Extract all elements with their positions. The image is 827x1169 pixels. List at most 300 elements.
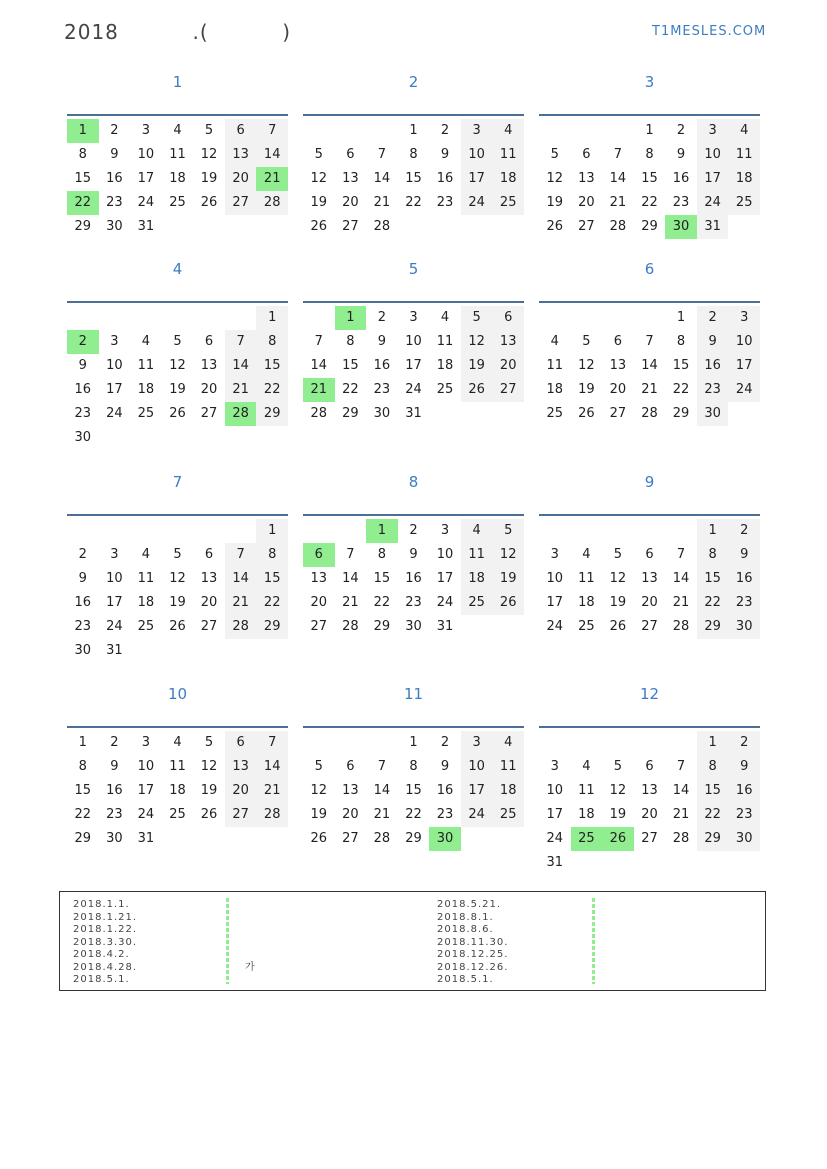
day-cell: 4 xyxy=(492,119,524,143)
week-row xyxy=(539,354,760,378)
day-cell: 18 xyxy=(169,783,186,798)
week-row xyxy=(303,167,524,191)
day-cell: 20 xyxy=(225,779,257,803)
day-cell: 6 xyxy=(645,547,654,562)
week-row xyxy=(67,402,288,426)
holiday-date: 2018.5.21. xyxy=(437,899,502,910)
week-row xyxy=(539,779,760,803)
day-cell: 23 xyxy=(436,195,454,210)
day-cell: 28 xyxy=(609,219,627,234)
week-row xyxy=(303,306,524,330)
month-title: 7 xyxy=(172,473,183,491)
day-cell: 16 xyxy=(728,567,760,591)
day-cell: 15 xyxy=(697,567,729,591)
holiday-names-left xyxy=(245,899,256,987)
month-block xyxy=(539,473,760,673)
day-cell: 15 xyxy=(672,358,690,373)
day-cell: 22 xyxy=(405,195,422,210)
day-cell: 25 xyxy=(169,807,186,822)
holiday-name xyxy=(245,937,256,950)
day-cell: 4 xyxy=(173,123,182,138)
month-divider xyxy=(67,514,288,516)
day-cell: 16 xyxy=(436,783,454,798)
day-cell: 29 xyxy=(74,831,92,846)
empty-day-cell xyxy=(665,851,697,875)
day-cell: 1 xyxy=(676,310,686,325)
day-cell: 8 xyxy=(377,547,387,562)
day-cell: 12 xyxy=(310,171,328,186)
day-cell: 12 xyxy=(200,147,218,162)
day-cell: 11 xyxy=(492,143,524,167)
empty-day-cell xyxy=(162,827,194,851)
day-cell: 27 xyxy=(310,619,328,634)
month-title: 6 xyxy=(644,260,655,278)
day-cell: 5 xyxy=(204,735,214,750)
day-cell: 27 xyxy=(609,406,627,421)
day-cell: 10 xyxy=(137,147,155,162)
day-cell: 25 xyxy=(492,191,524,215)
day-cell: 14 xyxy=(641,358,658,373)
week-row xyxy=(67,378,288,402)
empty-day-cell xyxy=(162,426,194,450)
empty-day-cell xyxy=(256,827,288,851)
day-cell: 17 xyxy=(546,807,564,822)
day-cell: 26 xyxy=(461,378,493,402)
empty-day-cell xyxy=(225,639,257,663)
empty-day-cell xyxy=(335,119,367,143)
day-cell: 11 xyxy=(728,143,760,167)
day-cell: 25 xyxy=(169,195,186,210)
month-title: 11 xyxy=(403,685,424,703)
month-block xyxy=(67,73,288,273)
week-row xyxy=(539,591,760,615)
day-cell: 30 xyxy=(728,827,760,851)
week-row xyxy=(539,567,760,591)
day-cell: 12 xyxy=(578,358,595,373)
day-cell: 24 xyxy=(137,195,155,210)
week-row xyxy=(539,615,760,639)
empty-day-cell xyxy=(492,615,524,639)
day-cell: 25 xyxy=(461,591,493,615)
holiday-list xyxy=(59,891,766,991)
day-cell: 27 xyxy=(200,619,218,634)
empty-day-cell xyxy=(429,215,461,239)
month-block xyxy=(67,685,288,885)
holiday-date: 2018.12.26. xyxy=(437,961,509,973)
day-cell: 14 xyxy=(672,571,690,586)
day-cell: 20 xyxy=(609,382,627,397)
day-cell: 2 xyxy=(110,735,119,750)
week-row xyxy=(539,519,760,543)
month-divider xyxy=(303,301,524,303)
empty-day-cell xyxy=(130,426,162,450)
day-cell: 1 xyxy=(645,123,654,138)
day-cell: 20 xyxy=(310,595,328,610)
day-cell: 6 xyxy=(492,306,524,330)
week-row xyxy=(67,591,288,615)
day-cell: 4 xyxy=(461,519,493,543)
week-row xyxy=(539,119,760,143)
week-row xyxy=(67,755,288,779)
day-cell: 18 xyxy=(137,382,155,397)
day-cell: 9 xyxy=(78,571,87,586)
day-cell: 6 xyxy=(613,334,623,349)
day-cell: 12 xyxy=(169,358,186,373)
day-cell: 15 xyxy=(342,358,359,373)
month-block xyxy=(67,473,288,673)
day-cell: 10 xyxy=(137,759,155,774)
day-cell: 27 xyxy=(225,803,257,827)
holiday-date: 2018.3.30. xyxy=(73,936,138,948)
empty-day-cell xyxy=(492,827,524,851)
day-cell: 10 xyxy=(106,358,123,373)
page-title: 2018 .( ) xyxy=(64,20,292,44)
day-cell: 4 xyxy=(141,547,151,562)
day-cell: 19 xyxy=(310,807,328,822)
day-cell: 2 xyxy=(67,330,99,354)
day-cell: 16 xyxy=(74,595,92,610)
week-row xyxy=(539,827,760,851)
holiday-name xyxy=(245,974,256,987)
day-cell: 21 xyxy=(303,378,335,402)
day-cell: 7 xyxy=(225,330,257,354)
day-cell: 7 xyxy=(256,731,288,755)
week-row xyxy=(539,378,760,402)
empty-day-cell xyxy=(130,519,162,543)
week-row xyxy=(539,143,760,167)
day-cell: 16 xyxy=(405,571,422,586)
day-cell: 17 xyxy=(405,358,422,373)
day-cell: 10 xyxy=(405,334,422,349)
day-cell: 24 xyxy=(106,406,123,421)
day-cell: 16 xyxy=(672,171,690,186)
day-cell: 8 xyxy=(78,147,87,162)
week-row xyxy=(67,426,288,450)
empty-day-cell xyxy=(303,119,335,143)
day-cell: 12 xyxy=(546,171,564,186)
day-cell: 24 xyxy=(697,191,729,215)
day-cell: 2 xyxy=(409,523,418,538)
day-cell: 15 xyxy=(405,783,422,798)
day-cell: 21 xyxy=(672,807,690,822)
day-cell: 26 xyxy=(492,591,524,615)
day-cell: 29 xyxy=(405,831,422,846)
day-cell: 8 xyxy=(256,330,288,354)
day-cell: 11 xyxy=(461,543,493,567)
week-row xyxy=(303,567,524,591)
day-cell: 8 xyxy=(256,543,288,567)
day-cell: 15 xyxy=(74,171,92,186)
day-cell: 27 xyxy=(578,219,595,234)
month-divider xyxy=(67,726,288,728)
week-row xyxy=(67,731,288,755)
week-row xyxy=(539,167,760,191)
empty-day-cell xyxy=(67,306,99,330)
day-cell: 26 xyxy=(169,619,186,634)
day-cell: 14 xyxy=(672,783,690,798)
empty-day-cell xyxy=(539,306,571,330)
day-cell: 11 xyxy=(578,571,595,586)
month-divider xyxy=(539,514,760,516)
day-cell: 4 xyxy=(173,735,182,750)
day-cell: 5 xyxy=(492,519,524,543)
day-cell: 5 xyxy=(550,147,559,162)
day-cell: 7 xyxy=(314,334,323,349)
day-cell: 6 xyxy=(225,731,257,755)
day-cell: 9 xyxy=(440,759,450,774)
day-cell: 2 xyxy=(728,731,760,755)
week-row xyxy=(539,543,760,567)
day-cell: 5 xyxy=(173,547,182,562)
day-cell: 23 xyxy=(106,807,123,822)
day-cell: 30 xyxy=(665,215,697,239)
day-cell: 14 xyxy=(256,755,288,779)
day-cell: 11 xyxy=(169,759,186,774)
day-cell: 3 xyxy=(110,547,119,562)
month-block xyxy=(303,260,524,460)
day-cell: 11 xyxy=(169,147,186,162)
day-cell: 5 xyxy=(314,147,323,162)
day-cell: 16 xyxy=(697,354,729,378)
week-row xyxy=(67,779,288,803)
day-cell: 10 xyxy=(546,571,564,586)
week-row xyxy=(67,803,288,827)
week-row xyxy=(539,851,760,875)
day-cell: 29 xyxy=(672,406,690,421)
empty-day-cell xyxy=(571,306,603,330)
week-row xyxy=(303,330,524,354)
day-cell: 1 xyxy=(335,306,367,330)
day-cell: 21 xyxy=(609,195,627,210)
week-row xyxy=(67,827,288,851)
empty-day-cell xyxy=(602,519,634,543)
week-row xyxy=(303,519,524,543)
day-cell: 3 xyxy=(728,306,760,330)
day-cell: 22 xyxy=(641,195,658,210)
day-cell: 22 xyxy=(67,191,99,215)
empty-day-cell xyxy=(728,402,760,426)
day-cell: 27 xyxy=(641,831,658,846)
day-cell: 9 xyxy=(110,147,119,162)
day-cell: 26 xyxy=(546,219,564,234)
empty-day-cell xyxy=(634,851,666,875)
day-cell: 23 xyxy=(74,619,92,634)
day-cell: 4 xyxy=(141,334,151,349)
day-cell: 10 xyxy=(106,571,123,586)
empty-day-cell xyxy=(539,731,571,755)
holiday-date: 2018.5.1. xyxy=(73,974,130,985)
day-cell: 10 xyxy=(461,143,493,167)
day-cell: 10 xyxy=(436,547,454,562)
empty-day-cell xyxy=(539,519,571,543)
day-cell: 21 xyxy=(641,382,658,397)
day-cell: 29 xyxy=(641,219,658,234)
day-cell: 28 xyxy=(256,191,288,215)
day-cell: 21 xyxy=(256,779,288,803)
empty-day-cell xyxy=(335,731,367,755)
day-cell: 6 xyxy=(346,147,355,162)
day-cell: 17 xyxy=(461,167,493,191)
day-cell: 7 xyxy=(377,147,387,162)
day-cell: 6 xyxy=(204,334,214,349)
holiday-date: 2018.1.1. xyxy=(73,899,130,910)
day-cell: 2 xyxy=(676,123,686,138)
holiday-name xyxy=(245,949,256,962)
day-cell: 2 xyxy=(78,547,87,562)
day-cell: 21 xyxy=(225,378,257,402)
day-cell: 19 xyxy=(200,783,218,798)
month-divider xyxy=(539,726,760,728)
day-cell: 18 xyxy=(546,382,564,397)
empty-day-cell xyxy=(571,731,603,755)
day-cell: 24 xyxy=(728,378,760,402)
holiday-date: 2018.4.2. xyxy=(73,949,130,960)
empty-day-cell xyxy=(728,851,760,875)
week-row xyxy=(303,143,524,167)
day-cell: 16 xyxy=(106,171,123,186)
empty-day-cell xyxy=(571,519,603,543)
day-cell: 25 xyxy=(436,382,454,397)
empty-day-cell xyxy=(602,851,634,875)
empty-day-cell xyxy=(193,639,225,663)
week-row xyxy=(67,306,288,330)
holiday-date: 2018.8.1. xyxy=(437,911,494,923)
week-row xyxy=(67,615,288,639)
day-cell: 16 xyxy=(373,358,391,373)
day-cell: 1 xyxy=(697,519,729,543)
day-cell: 8 xyxy=(676,334,686,349)
day-cell: 14 xyxy=(256,143,288,167)
day-cell: 24 xyxy=(546,831,564,846)
day-cell: 22 xyxy=(342,382,359,397)
day-cell: 17 xyxy=(137,783,155,798)
week-row xyxy=(303,354,524,378)
day-cell: 3 xyxy=(110,334,119,349)
day-cell: 6 xyxy=(303,543,335,567)
day-cell: 28 xyxy=(310,406,328,421)
day-cell: 18 xyxy=(728,167,760,191)
day-cell: 18 xyxy=(578,595,595,610)
day-cell: 11 xyxy=(492,755,524,779)
day-cell: 21 xyxy=(256,167,288,191)
day-cell: 3 xyxy=(550,547,559,562)
holiday-divider-left xyxy=(226,898,229,984)
day-cell: 6 xyxy=(204,547,214,562)
day-cell: 20 xyxy=(641,807,658,822)
day-cell: 7 xyxy=(645,334,654,349)
day-cell: 11 xyxy=(578,783,595,798)
week-row xyxy=(67,119,288,143)
day-cell: 13 xyxy=(609,358,627,373)
empty-day-cell xyxy=(571,119,603,143)
empty-day-cell xyxy=(193,827,225,851)
day-cell: 17 xyxy=(461,779,493,803)
holiday-date: 2018.12.25. xyxy=(437,949,509,960)
day-cell: 13 xyxy=(200,358,218,373)
week-row xyxy=(67,543,288,567)
day-cell: 3 xyxy=(461,119,493,143)
day-cell: 26 xyxy=(609,619,627,634)
day-cell: 1 xyxy=(256,519,288,543)
day-cell: 13 xyxy=(200,571,218,586)
day-cell: 15 xyxy=(641,171,658,186)
day-cell: 24 xyxy=(461,803,493,827)
day-cell: 21 xyxy=(225,591,257,615)
day-cell: 26 xyxy=(310,831,328,846)
month-divider xyxy=(67,114,288,116)
day-cell: 22 xyxy=(697,591,729,615)
day-cell: 29 xyxy=(697,827,729,851)
empty-day-cell xyxy=(225,426,257,450)
empty-day-cell xyxy=(335,519,367,543)
empty-day-cell xyxy=(303,306,335,330)
day-cell: 24 xyxy=(405,382,422,397)
day-cell: 19 xyxy=(609,807,627,822)
empty-day-cell xyxy=(162,639,194,663)
day-cell: 26 xyxy=(169,406,186,421)
day-cell: 3 xyxy=(141,735,151,750)
day-cell: 7 xyxy=(676,759,686,774)
holiday-name xyxy=(245,899,256,912)
day-cell: 11 xyxy=(137,571,155,586)
day-cell: 23 xyxy=(728,591,760,615)
day-cell: 23 xyxy=(436,807,454,822)
day-cell: 17 xyxy=(137,171,155,186)
day-cell: 5 xyxy=(613,547,623,562)
empty-day-cell xyxy=(461,402,493,426)
day-cell: 15 xyxy=(697,779,729,803)
day-cell: 5 xyxy=(173,334,182,349)
empty-day-cell xyxy=(366,731,398,755)
empty-day-cell xyxy=(193,215,225,239)
day-cell: 26 xyxy=(602,827,634,851)
day-cell: 7 xyxy=(613,147,623,162)
site-logo[interactable]: T1MESLES.COM xyxy=(652,24,767,39)
day-cell: 12 xyxy=(492,543,524,567)
month-title: 5 xyxy=(408,260,419,278)
day-cell: 26 xyxy=(310,219,328,234)
day-cell: 3 xyxy=(440,523,450,538)
empty-day-cell xyxy=(602,306,634,330)
day-cell: 23 xyxy=(405,595,422,610)
day-cell: 16 xyxy=(74,382,92,397)
day-cell: 21 xyxy=(373,807,391,822)
day-cell: 29 xyxy=(256,615,288,639)
day-cell: 30 xyxy=(106,219,123,234)
empty-day-cell xyxy=(461,215,493,239)
empty-day-cell xyxy=(665,519,697,543)
day-cell: 4 xyxy=(582,759,591,774)
day-cell: 24 xyxy=(106,619,123,634)
day-cell: 11 xyxy=(137,358,155,373)
day-cell: 29 xyxy=(373,619,391,634)
day-cell: 25 xyxy=(728,191,760,215)
day-cell: 5 xyxy=(461,306,493,330)
empty-day-cell xyxy=(99,519,131,543)
day-cell: 2 xyxy=(697,306,729,330)
day-cell: 8 xyxy=(346,334,355,349)
day-cell: 16 xyxy=(106,783,123,798)
day-cell: 4 xyxy=(550,334,559,349)
empty-day-cell xyxy=(728,215,760,239)
empty-day-cell xyxy=(492,215,524,239)
day-cell: 13 xyxy=(225,143,257,167)
day-cell: 1 xyxy=(366,519,398,543)
week-row xyxy=(67,567,288,591)
day-cell: 29 xyxy=(697,615,729,639)
empty-day-cell xyxy=(539,119,571,143)
day-cell: 28 xyxy=(672,831,690,846)
